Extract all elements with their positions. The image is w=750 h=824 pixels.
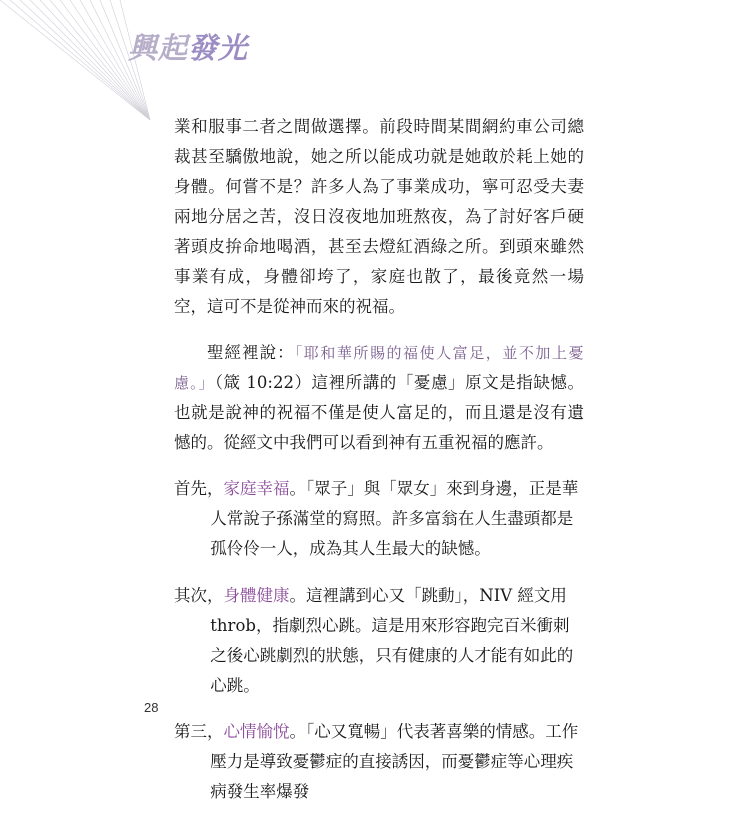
paragraph-2: [174, 338, 584, 458]
header-title-part2: 發光: [188, 31, 249, 65]
blessing-item-1: [174, 474, 584, 564]
paragraph-2-lead: 聖經裡說：: [207, 343, 295, 362]
item-1-rest: 。「眾子」與「眾女」來到身邊，正是華人常說子孫滿堂的寫照。許多富翁在人生盡頭都是孤伶伶一人，成為其人生最大的缺憾。: [210, 479, 579, 558]
item-2-term: 身體健康: [223, 585, 290, 605]
blessing-item-2: [174, 581, 584, 701]
scripture-quote: 「耶和華所賜的福使人富足，並不加上憂慮。」: [174, 344, 584, 392]
header-title-part1: 興起: [128, 31, 189, 65]
item-1-term: 家庭幸福: [223, 479, 290, 498]
item-3-lead: 第三，: [174, 722, 224, 741]
page-number: 28: [144, 700, 159, 715]
blessing-item-3: [174, 717, 584, 807]
item-2-rest: 。這裡講到心又「跳動」，NIV 經文用 throb，指劇烈心跳。這是用來形容跑完百米衝刺之後心跳劇烈的狀態，只有健康的人才能有如此的心跳。: [210, 585, 574, 695]
item-1-lead: 首先，: [174, 479, 224, 498]
paragraph-2-rest: （箴 10:22）這裡所講的「憂慮」原文是指缺憾。也就是說神的祝福不僅是使人富足的，而且還是沒有遺憾的。從經文中我們可以看到神有五重祝福的應許。: [174, 373, 584, 452]
paragraph-1: 業和服事二者之間做選擇。前段時間某間網約車公司總裁甚至驕傲地說，她之所以能成功就是她敢於耗上她的身體。何嘗不是？許多人為了事業成功，寧可忍受夫妻兩地分居之苦，沒日沒夜地加班熬夜，為了討好客戶硬著頭皮拚命地喝酒，甚至去燈紅酒綠之所。到頭來雖然事業有成，身體卻垮了，家庭也散了，最後竟然一場空，這可不是從神而來的祝福。: [174, 117, 584, 316]
item-2-lead: 其次，: [174, 585, 224, 605]
item-3-term: 心情愉悅: [223, 722, 290, 741]
page-body: [174, 112, 584, 824]
item-3-rest: 。「心又寬暢」代表著喜樂的情感。工作壓力是導致憂鬱症的直接誘因，而憂鬱症等心理疾病發生率爆發: [210, 722, 579, 801]
running-header-title: [128, 26, 248, 67]
